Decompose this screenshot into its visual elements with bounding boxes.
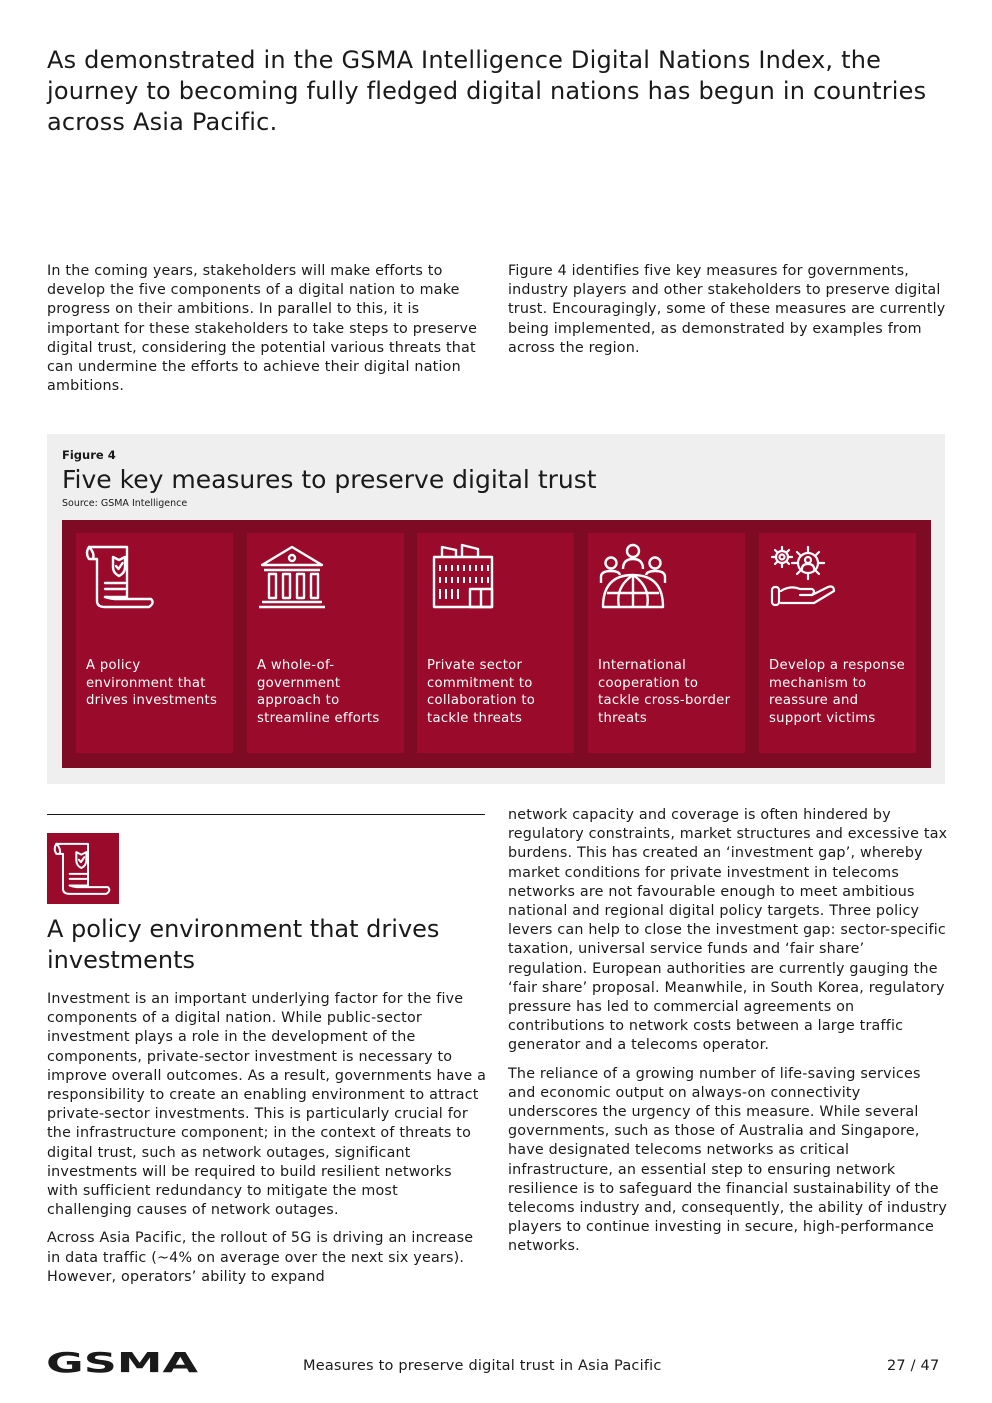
figure-label: Figure 4 [62, 448, 116, 462]
policy-document-icon [85, 543, 157, 609]
figure-4 [47, 434, 945, 784]
intro-column-left [47, 262, 487, 405]
logo-wordmark: GSMA [46, 1348, 199, 1374]
measure-card-private-sector [417, 533, 574, 753]
measure-card-response [759, 533, 916, 753]
measure-caption: Develop a response mechanism to reassure and support victims [769, 658, 906, 726]
gsma-logo [46, 1348, 200, 1374]
paragraph: The reliance of a growing number of life-saving services and economic output on always-on connectivity underscores the urgency of this measure. While several governments, such as those of Australia and Singapore, have designated telecoms networks as critical infrastructure, an essential step to ensuring network resilience is to safeguard the financial sustainability of the telecoms industry and, consequently, the ability of industry players to continue investing in secure, high-performance networks. [508, 1065, 948, 1255]
paragraph: Across Asia Pacific, the rollout of 5G is driving an increase in data traffic (~4% on average over the next six years). However, operators’ ability to expand [47, 1230, 474, 1285]
measure-caption: International cooperation to tackle cross-border threats [598, 658, 731, 726]
section-column-left [47, 990, 487, 1296]
figure-title: Five key measures to preserve digital trust [62, 465, 597, 494]
intro-statement: As demonstrated in the GSMA Intelligence Digital Nations Index, the journey to becoming fully fledged digital nations has begun in countries across Asia Pacific. [47, 46, 927, 136]
measure-caption: A policy environment that drives investments [86, 658, 218, 708]
support-gears-icon [768, 543, 840, 609]
global-people-icon [597, 543, 669, 609]
paragraph: Figure 4 identifies five key measures for governments, industry players and other stakeholders to preserve digital trust. Encouragingly, some of these measures are currently being implemented, as demonstrated by examples from across the region. [508, 263, 946, 356]
policy-document-icon [53, 839, 113, 897]
page-number: 27 / 47 [887, 1358, 940, 1374]
section-divider [47, 814, 485, 815]
intro-column-right [508, 262, 948, 367]
measure-card-policy [76, 533, 233, 753]
government-building-icon [256, 543, 328, 609]
section-column-right [508, 806, 948, 1266]
measure-caption: Private sector commitment to collaboration to tackle threats [427, 658, 536, 726]
section-icon-tile [47, 833, 119, 904]
paragraph: In the coming years, stakeholders will make efforts to develop the five components of a digital nation to make progress on their ambitions. In parallel to this, it is important for these stakeholders to take steps to preserve digital trust, considering the potential various threats that can undermine the efforts to achieve their digital nation ambitions. [47, 263, 478, 395]
paragraph: network capacity and coverage is often hindered by regulatory constraints, market structures and excessive tax burdens. This has created an ‘investment gap’, whereby market conditions for private investment in telecoms networks are not favourable enough to meet ambitious national and regional digital policy targets. Three policy levers can help to close the investment gap: sector-specific taxation, universal service funds and ‘fair share’ regulation. European authorities are currently gauging the ‘fair share’ proposal. Meanwhile, in South Korea, regulatory pressure has led to commercial agreements on contributions to network costs between a large traffic generator and a telecoms operator. [508, 807, 948, 1054]
paragraph: Investment is an important underlying factor for the five components of a digital nation. While public-sector investment plays a role in the development of the components, private-sector investment is necessary to improve overall outcomes. As a result, governments have a responsibility to create an enabling environment to attract private-sector investments. This is particularly crucial for the infrastructure component; in the context of threats to digital trust, such as network outages, significant investments will be required to build resilient networks with sufficient redundancy to mitigate the most challenging causes of network outages. [47, 991, 487, 1219]
footer-document-title: Measures to preserve digital trust in Asia Pacific [303, 1358, 662, 1374]
measure-card-international [588, 533, 745, 753]
measures-panel [62, 520, 931, 768]
figure-source: Source: GSMA Intelligence [62, 498, 188, 509]
measure-card-government [247, 533, 404, 753]
section-title: A policy environment that drives investments [47, 915, 440, 974]
measure-caption: A whole-of-government approach to streamline efforts [257, 658, 380, 726]
office-building-icon [426, 543, 498, 609]
